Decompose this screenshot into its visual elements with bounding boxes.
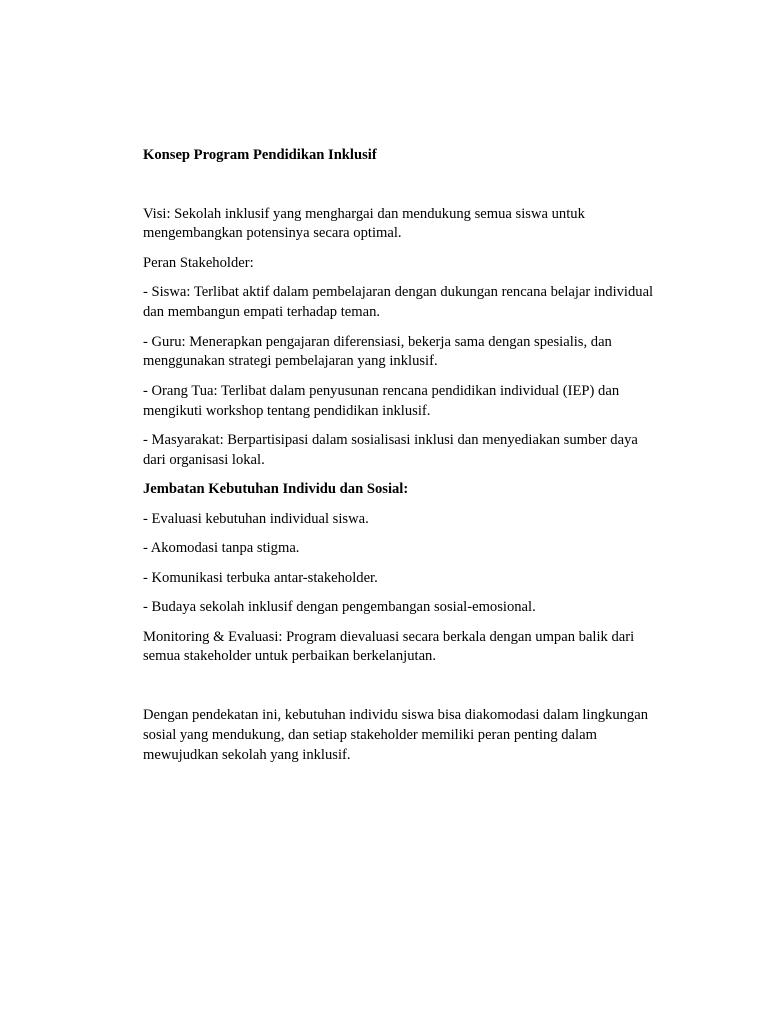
document-title: Konsep Program Pendidikan Inklusif bbox=[143, 147, 377, 163]
peran-item-masyarakat: - Masyarakat: Berpartisipasi dalam sosialisasi inklusi dan menyediakan sumber daya dari organisasi lokal. bbox=[143, 432, 638, 468]
peran-heading: Peran Stakeholder: bbox=[143, 254, 254, 271]
jembatan-item: - Akomodasi tanpa stigma. bbox=[143, 540, 300, 557]
peran-item-siswa: - Siswa: Terlibat aktif dalam pembelajaran dengan dukungan rencana belajar individual dan membangun empati terhadap teman. bbox=[143, 284, 654, 321]
jembatan-heading: Jembatan Kebutuhan Individu dan Sosial: bbox=[143, 481, 409, 498]
monitoring-paragraph: Monitoring & Evaluasi: Program dievaluasi secara berkala dengan umpan balik dari semua stakeholder untuk perbaikan berkelanjutan. bbox=[143, 628, 635, 665]
peran-item-orang-tua: - Orang Tua: Terlibat dalam penyusunan rencana pendidikan individual (IEP) dan mengikuti workshop tentang pendidikan inklusif. bbox=[143, 382, 620, 419]
visi-paragraph: Visi: Sekolah inklusif yang menghargai dan mendukung semua siswa untuk mengembangkan potensinya secara optimal. bbox=[143, 205, 585, 242]
closing-paragraph: Dengan pendekatan ini, kebutuhan individu siswa bisa diakomodasi dalam lingkungan sosial yang mendukung, dan setiap stakeholder memiliki peran penting dalam mewujudkan sekolah yang inklusif. bbox=[143, 707, 649, 763]
document-body bbox=[143, 146, 663, 775]
jembatan-item: - Evaluasi kebutuhan individual siswa. bbox=[143, 510, 369, 527]
jembatan-item: - Komunikasi terbuka antar-stakeholder. bbox=[143, 569, 378, 586]
jembatan-item: - Budaya sekolah inklusif dengan pengembangan sosial-emosional. bbox=[143, 599, 536, 616]
peran-item-guru: - Guru: Menerapkan pengajaran diferensiasi, bekerja sama dengan spesialis, dan menggunakan strategi pembelajaran yang inklusif. bbox=[143, 333, 612, 370]
